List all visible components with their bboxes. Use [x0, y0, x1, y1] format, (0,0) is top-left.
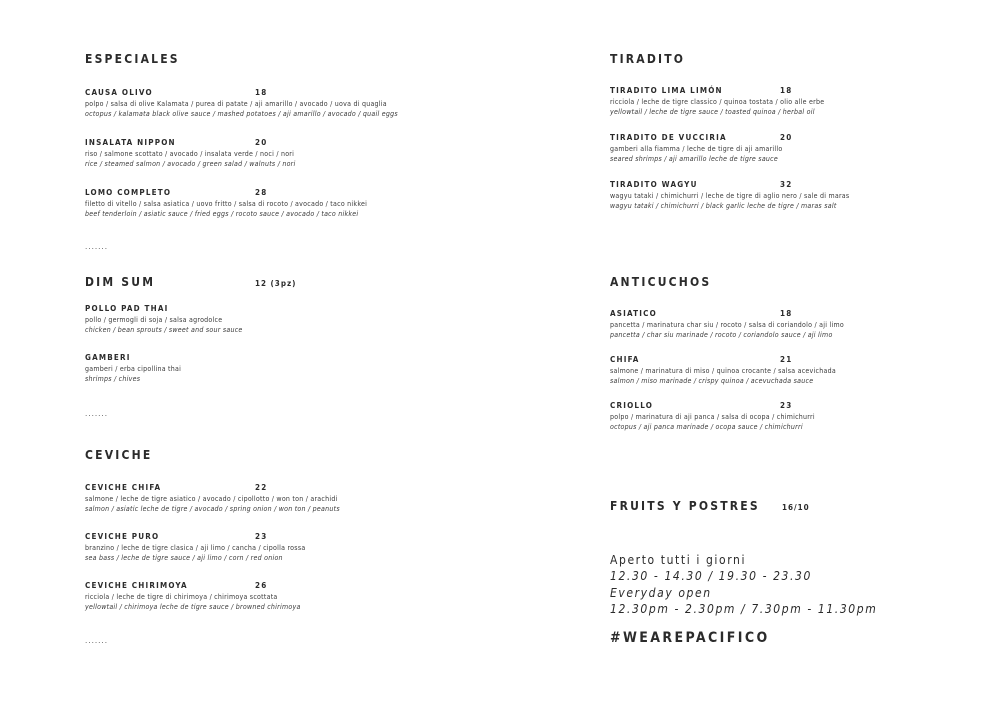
item-name: POLLO PAD THAI — [85, 304, 169, 313]
item-price: 26 — [255, 581, 268, 590]
item-description-en: chicken / bean sprouts / sweet and sour sauce — [85, 326, 243, 334]
section-title-fruits-y-postres: FRUITS Y POSTRES — [610, 499, 760, 513]
item-description-it: wagyu tataki / chimichurri / leche de tigre di aglio nero / sale di maras — [610, 192, 850, 200]
item-name: TIRADITO DE VUCCIRIA — [610, 133, 727, 142]
section-title-ceviche: CEVICHE — [85, 448, 153, 462]
opening-hours-it-times: 12.30 - 14.30 / 19.30 - 23.30 — [610, 569, 812, 583]
item-description-en: sea bass / leche de tigre sauce / aji limo / corn / red onion — [85, 554, 283, 562]
item-description-en: salmon / asiatic leche de tigre / avocado / spring onion / won ton / peanuts — [85, 505, 340, 513]
item-description-en: octopus / aji panca marinade / ocopa sauce / chimichurri — [610, 423, 803, 431]
section-price-fruits-y-postres: 16/10 — [782, 503, 810, 512]
item-description-en: wagyu tataki / chimichurri / black garlic leche de tigre / maras salt — [610, 202, 837, 210]
item-name: TIRADITO LIMA LIMÓN — [610, 86, 723, 95]
item-price: 18 — [255, 88, 268, 97]
item-description-it: gamberi alla fiamma / leche de tigre di aji amarillo — [610, 145, 783, 153]
item-price: 20 — [255, 138, 268, 147]
item-name: LOMO COMPLETO — [85, 188, 172, 197]
item-name: TIRADITO WAGYU — [610, 180, 698, 189]
item-description-en: yellowtail / chirimoya leche de tigre sauce / browned chirimoya — [85, 603, 301, 611]
item-price: 21 — [780, 355, 793, 364]
item-description-it: polpo / marinatura di aji panca / salsa di ocopa / chimichurri — [610, 413, 815, 421]
item-description-en: seared shrimps / aji amarillo leche de tigre sauce — [610, 155, 779, 163]
item-price: 32 — [780, 180, 793, 189]
item-description-it: gamberi / erba cipollina thai — [85, 365, 182, 373]
item-description-it: salmone / leche de tigre asiatico / avocado / cipollotto / won ton / arachidi — [85, 495, 338, 503]
section-title-anticuchos: ANTICUCHOS — [610, 275, 712, 289]
item-name: GAMBERI — [85, 353, 131, 362]
item-name: ASIATICO — [610, 309, 657, 318]
section-price-dim-sum: 12 (3pz) — [255, 279, 297, 288]
hashtag: #WEAREPACIFICO — [610, 630, 770, 646]
item-description-it: ricciola / leche de tigre classico / quinoa tostata / olio alle erbe — [610, 98, 825, 106]
opening-hours-en-label: Everyday open — [610, 586, 712, 600]
item-description-en: rice / steamed salmon / avocado / green salad / walnuts / nori — [85, 160, 296, 168]
item-description-it: salmone / marinatura di miso / quinoa crocante / salsa acevichada — [610, 367, 836, 375]
item-price: 18 — [780, 86, 793, 95]
section-title-especiales: ESPECIALES — [85, 52, 180, 66]
item-name: CAUSA OLIVO — [85, 88, 153, 97]
item-description-it: branzino / leche de tigre clasica / aji limo / cancha / cipolla rossa — [85, 544, 306, 552]
item-price: 23 — [255, 532, 268, 541]
opening-hours-en-times: 12.30pm - 2.30pm / 7.30pm - 11.30pm — [610, 602, 878, 616]
item-price: 22 — [255, 483, 268, 492]
item-price: 18 — [780, 309, 793, 318]
item-price: 23 — [780, 401, 793, 410]
item-description-en: yellowtail / leche de tigre sauce / toasted quinoa / herbal oil — [610, 108, 815, 116]
item-name: CHIFA — [610, 355, 640, 364]
item-description-en: beef tenderloin / asiatic sauce / fried eggs / rocoto sauce / avocado / taco nikkei — [85, 210, 359, 218]
item-price: 20 — [780, 133, 793, 142]
item-description-it: polpo / salsa di olive Kalamata / purea di patate / aji amarillo / avocado / uova di quaglia — [85, 100, 387, 108]
section-separator-dots: ....... — [85, 409, 108, 418]
item-description-it: ricciola / leche de tigre di chirimoya / chirimoya scottata — [85, 593, 278, 601]
section-title-dim-sum: DIM SUM — [85, 275, 156, 289]
item-name: CEVICHE PURO — [85, 532, 160, 541]
item-description-it: filetto di vitello / salsa asiatica / uovo fritto / salsa di rocoto / avocado / taco nikkei — [85, 200, 368, 208]
section-separator-dots: ....... — [85, 242, 108, 251]
item-description-it: pollo / germogli di soja / salsa agrodolce — [85, 316, 223, 324]
item-description-en: octopus / kalamata black olive sauce / mashed potatoes / aji amarillo / avocado / quail eggs — [85, 110, 398, 118]
item-price: 28 — [255, 188, 268, 197]
item-name: CEVICHE CHIFA — [85, 483, 162, 492]
item-description-en: salmon / miso marinade / crispy quinoa / acevuchada sauce — [610, 377, 814, 385]
section-separator-dots: ....... — [85, 636, 108, 645]
item-description-en: shrimps / chives — [85, 375, 141, 383]
item-description-it: riso / salmone scottato / avocado / insalata verde / noci / nori — [85, 150, 295, 158]
item-description-it: pancetta / marinatura char siu / rocoto / salsa di coriandolo / aji limo — [610, 321, 844, 329]
item-name: CRIOLLO — [610, 401, 654, 410]
section-title-tiradito: TIRADITO — [610, 52, 686, 66]
item-description-en: pancetta / char siu marinade / rocoto / coriandolo sauce / aji limo — [610, 331, 833, 339]
item-name: CEVICHE CHIRIMOYA — [85, 581, 188, 590]
opening-hours-it-label: Aperto tutti i giorni — [610, 553, 747, 567]
item-name: INSALATA NIPPON — [85, 138, 176, 147]
